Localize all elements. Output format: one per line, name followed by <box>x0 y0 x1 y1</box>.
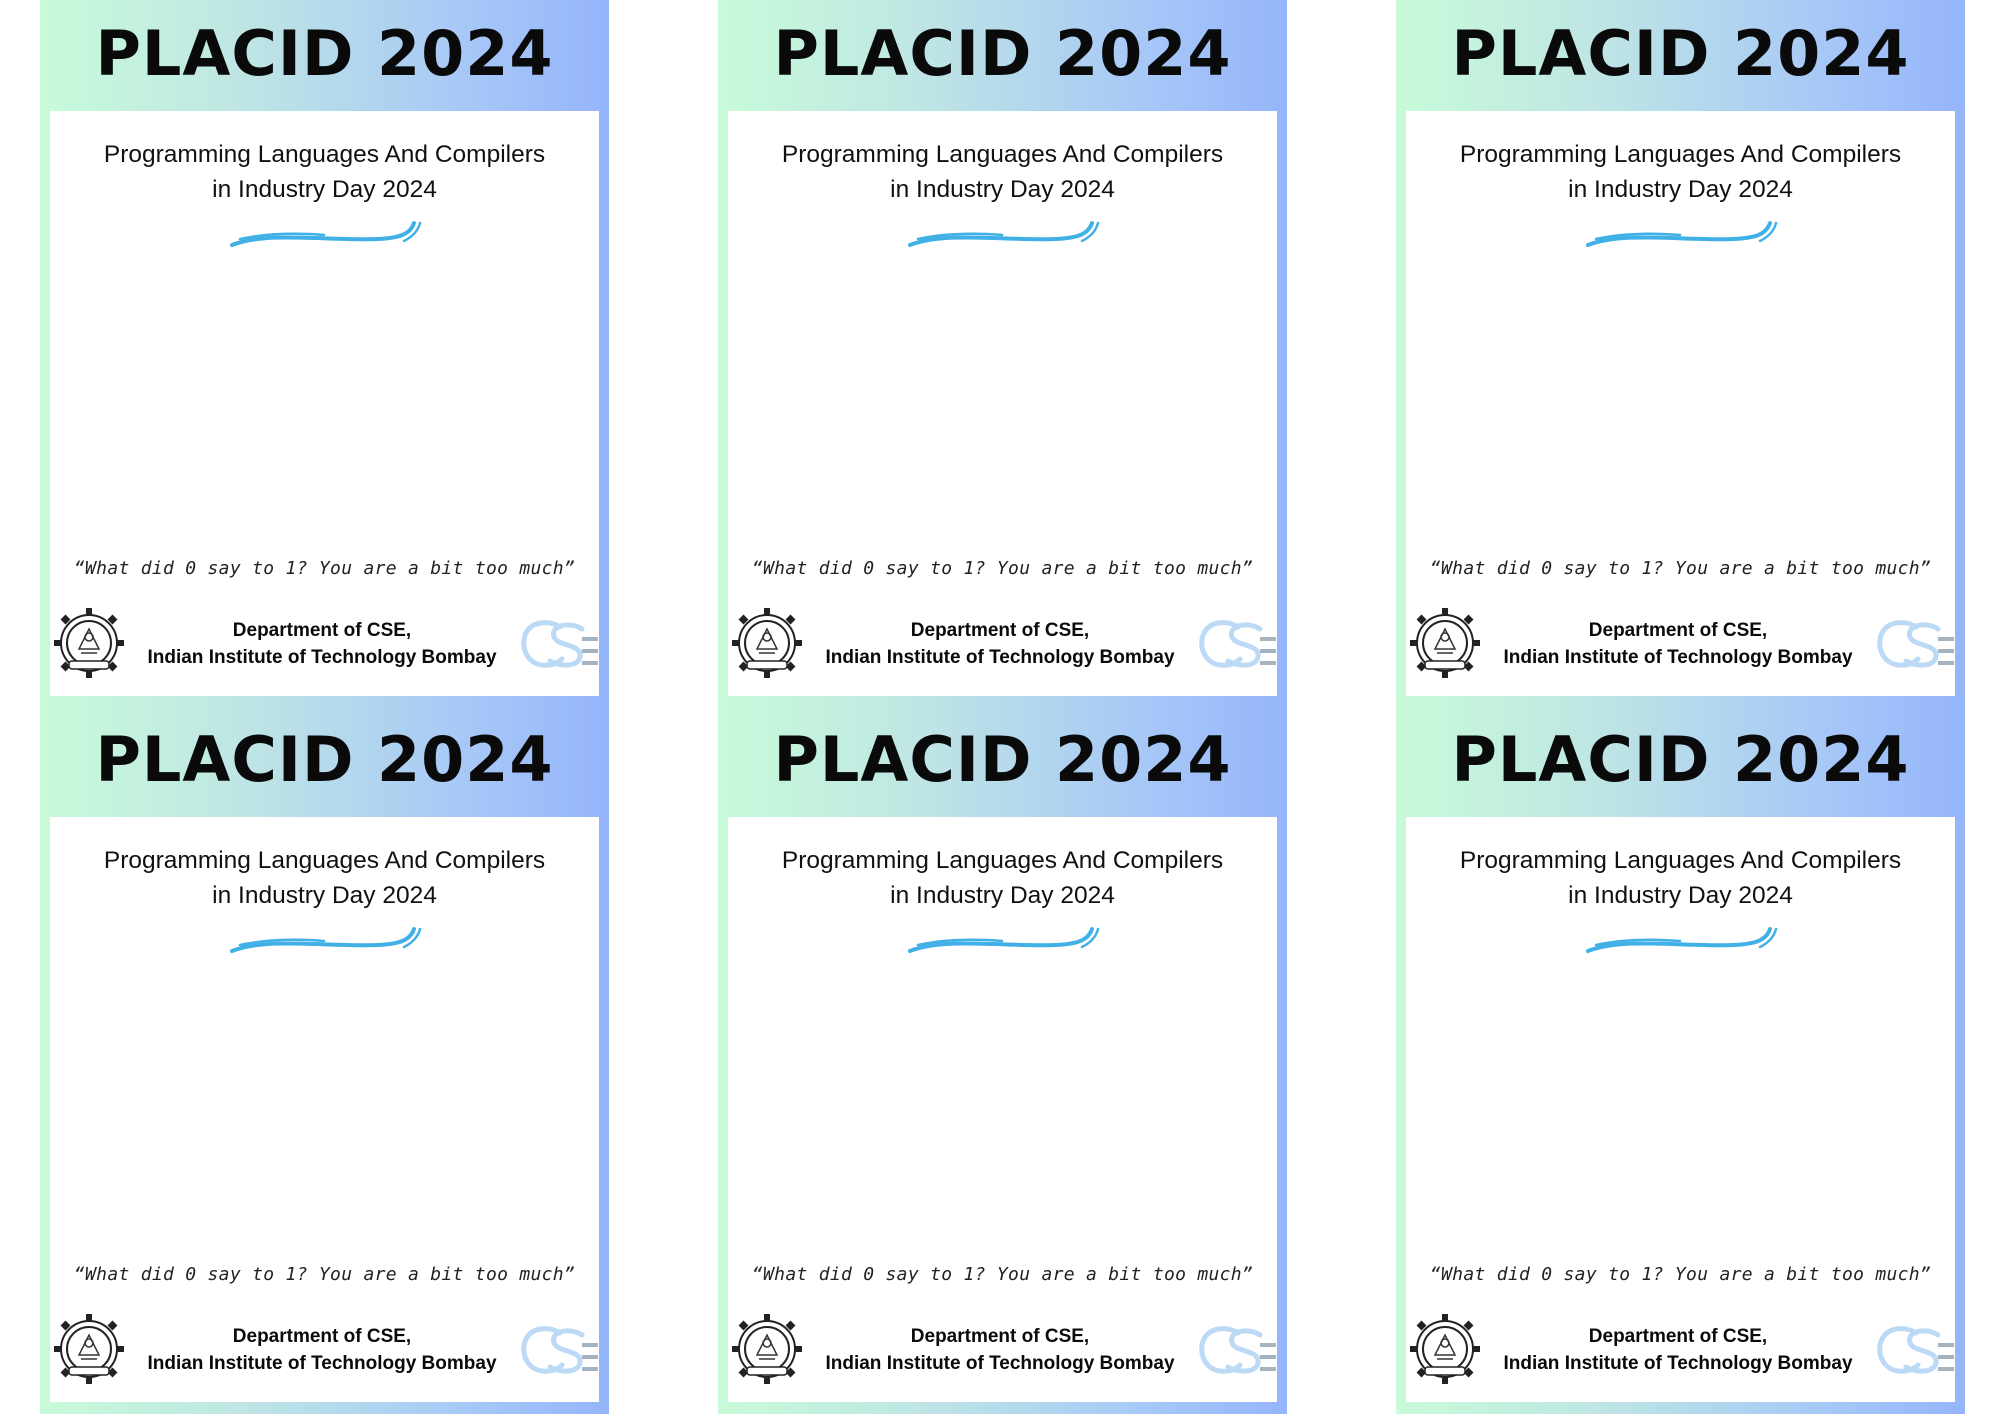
department-name <box>810 617 1190 671</box>
badge-footer <box>728 605 1277 685</box>
cse-logo-icon <box>1876 1325 1956 1377</box>
dept-line-2: Indian Institute of Technology Bombay <box>1503 647 1853 668</box>
badge-card <box>40 0 609 708</box>
dept-line-1: Department of CSE, <box>232 1326 412 1347</box>
event-title: PLACID 2024 <box>1451 723 1910 796</box>
badge-panel <box>1406 817 1955 1402</box>
dept-line-1: Department of CSE, <box>1588 1326 1768 1347</box>
subtitle-line-2: in Industry Day 2024 <box>890 882 1115 909</box>
event-subtitle <box>50 843 599 913</box>
badge-card <box>40 706 609 1414</box>
badge-panel <box>728 817 1277 1402</box>
cse-logo-icon <box>1198 619 1278 671</box>
subtitle-line-2: in Industry Day 2024 <box>1568 882 1793 909</box>
dept-line-2: Indian Institute of Technology Bombay <box>825 647 1175 668</box>
department-name <box>1488 1323 1868 1377</box>
cse-logo-icon <box>1198 1325 1278 1377</box>
subtitle-line-1: Programming Languages And Compilers <box>1459 847 1902 874</box>
event-subtitle <box>1406 843 1955 913</box>
subtitle-line-2: in Industry Day 2024 <box>1568 176 1793 203</box>
badge-footer <box>50 1311 599 1391</box>
dept-line-2: Indian Institute of Technology Bombay <box>1503 1353 1853 1374</box>
cse-logo-icon <box>1876 619 1956 671</box>
badge-panel <box>50 111 599 696</box>
badge-footer <box>1406 605 1955 685</box>
subtitle-line-2: in Industry Day 2024 <box>212 882 437 909</box>
quote-text: “What did 0 say to 1? You are a bit too much” <box>73 558 576 579</box>
cse-logo-icon <box>520 619 600 671</box>
event-subtitle <box>728 843 1277 913</box>
subtitle-line-1: Programming Languages And Compilers <box>103 141 546 168</box>
subtitle-line-1: Programming Languages And Compilers <box>103 847 546 874</box>
subtitle-line-1: Programming Languages And Compilers <box>781 141 1224 168</box>
swoosh-decoration-icon <box>1584 925 1780 955</box>
cse-logo-icon <box>520 1325 600 1377</box>
badge-panel <box>728 111 1277 696</box>
dept-line-2: Indian Institute of Technology Bombay <box>147 1353 497 1374</box>
badge-card <box>718 0 1287 708</box>
badge-card <box>718 706 1287 1414</box>
event-subtitle <box>1406 137 1955 207</box>
department-name <box>132 617 512 671</box>
swoosh-decoration-icon <box>1584 219 1780 249</box>
event-subtitle <box>50 137 599 207</box>
iitb-emblem-icon <box>729 605 805 681</box>
swoosh-decoration-icon <box>228 219 424 249</box>
iitb-emblem-icon <box>51 605 127 681</box>
badge-footer <box>50 605 599 685</box>
quote-text: “What did 0 say to 1? You are a bit too much” <box>1429 1264 1932 1285</box>
event-title: PLACID 2024 <box>95 17 554 90</box>
badge-card <box>1396 0 1965 708</box>
badge-panel <box>1406 111 1955 696</box>
quote-text: “What did 0 say to 1? You are a bit too much” <box>751 1264 1254 1285</box>
swoosh-decoration-icon <box>906 925 1102 955</box>
event-title: PLACID 2024 <box>1451 17 1910 90</box>
dept-line-1: Department of CSE, <box>1588 620 1768 641</box>
swoosh-decoration-icon <box>906 219 1102 249</box>
event-title: PLACID 2024 <box>95 723 554 796</box>
department-name <box>132 1323 512 1377</box>
subtitle-line-2: in Industry Day 2024 <box>890 176 1115 203</box>
department-name <box>810 1323 1190 1377</box>
iitb-emblem-icon <box>1407 1311 1483 1387</box>
subtitle-line-2: in Industry Day 2024 <box>212 176 437 203</box>
quote-text: “What did 0 say to 1? You are a bit too much” <box>1429 558 1932 579</box>
event-subtitle <box>728 137 1277 207</box>
quote-text: “What did 0 say to 1? You are a bit too much” <box>73 1264 576 1285</box>
subtitle-line-1: Programming Languages And Compilers <box>1459 141 1902 168</box>
dept-line-1: Department of CSE, <box>910 620 1090 641</box>
quote-text: “What did 0 say to 1? You are a bit too much” <box>751 558 1254 579</box>
dept-line-1: Department of CSE, <box>232 620 412 641</box>
subtitle-line-1: Programming Languages And Compilers <box>781 847 1224 874</box>
event-title: PLACID 2024 <box>773 17 1232 90</box>
badge-footer <box>728 1311 1277 1391</box>
dept-line-1: Department of CSE, <box>910 1326 1090 1347</box>
badge-footer <box>1406 1311 1955 1391</box>
badge-card <box>1396 706 1965 1414</box>
iitb-emblem-icon <box>51 1311 127 1387</box>
iitb-emblem-icon <box>1407 605 1483 681</box>
iitb-emblem-icon <box>729 1311 805 1387</box>
badge-panel <box>50 817 599 1402</box>
event-title: PLACID 2024 <box>773 723 1232 796</box>
dept-line-2: Indian Institute of Technology Bombay <box>825 1353 1175 1374</box>
department-name <box>1488 617 1868 671</box>
swoosh-decoration-icon <box>228 925 424 955</box>
dept-line-2: Indian Institute of Technology Bombay <box>147 647 497 668</box>
